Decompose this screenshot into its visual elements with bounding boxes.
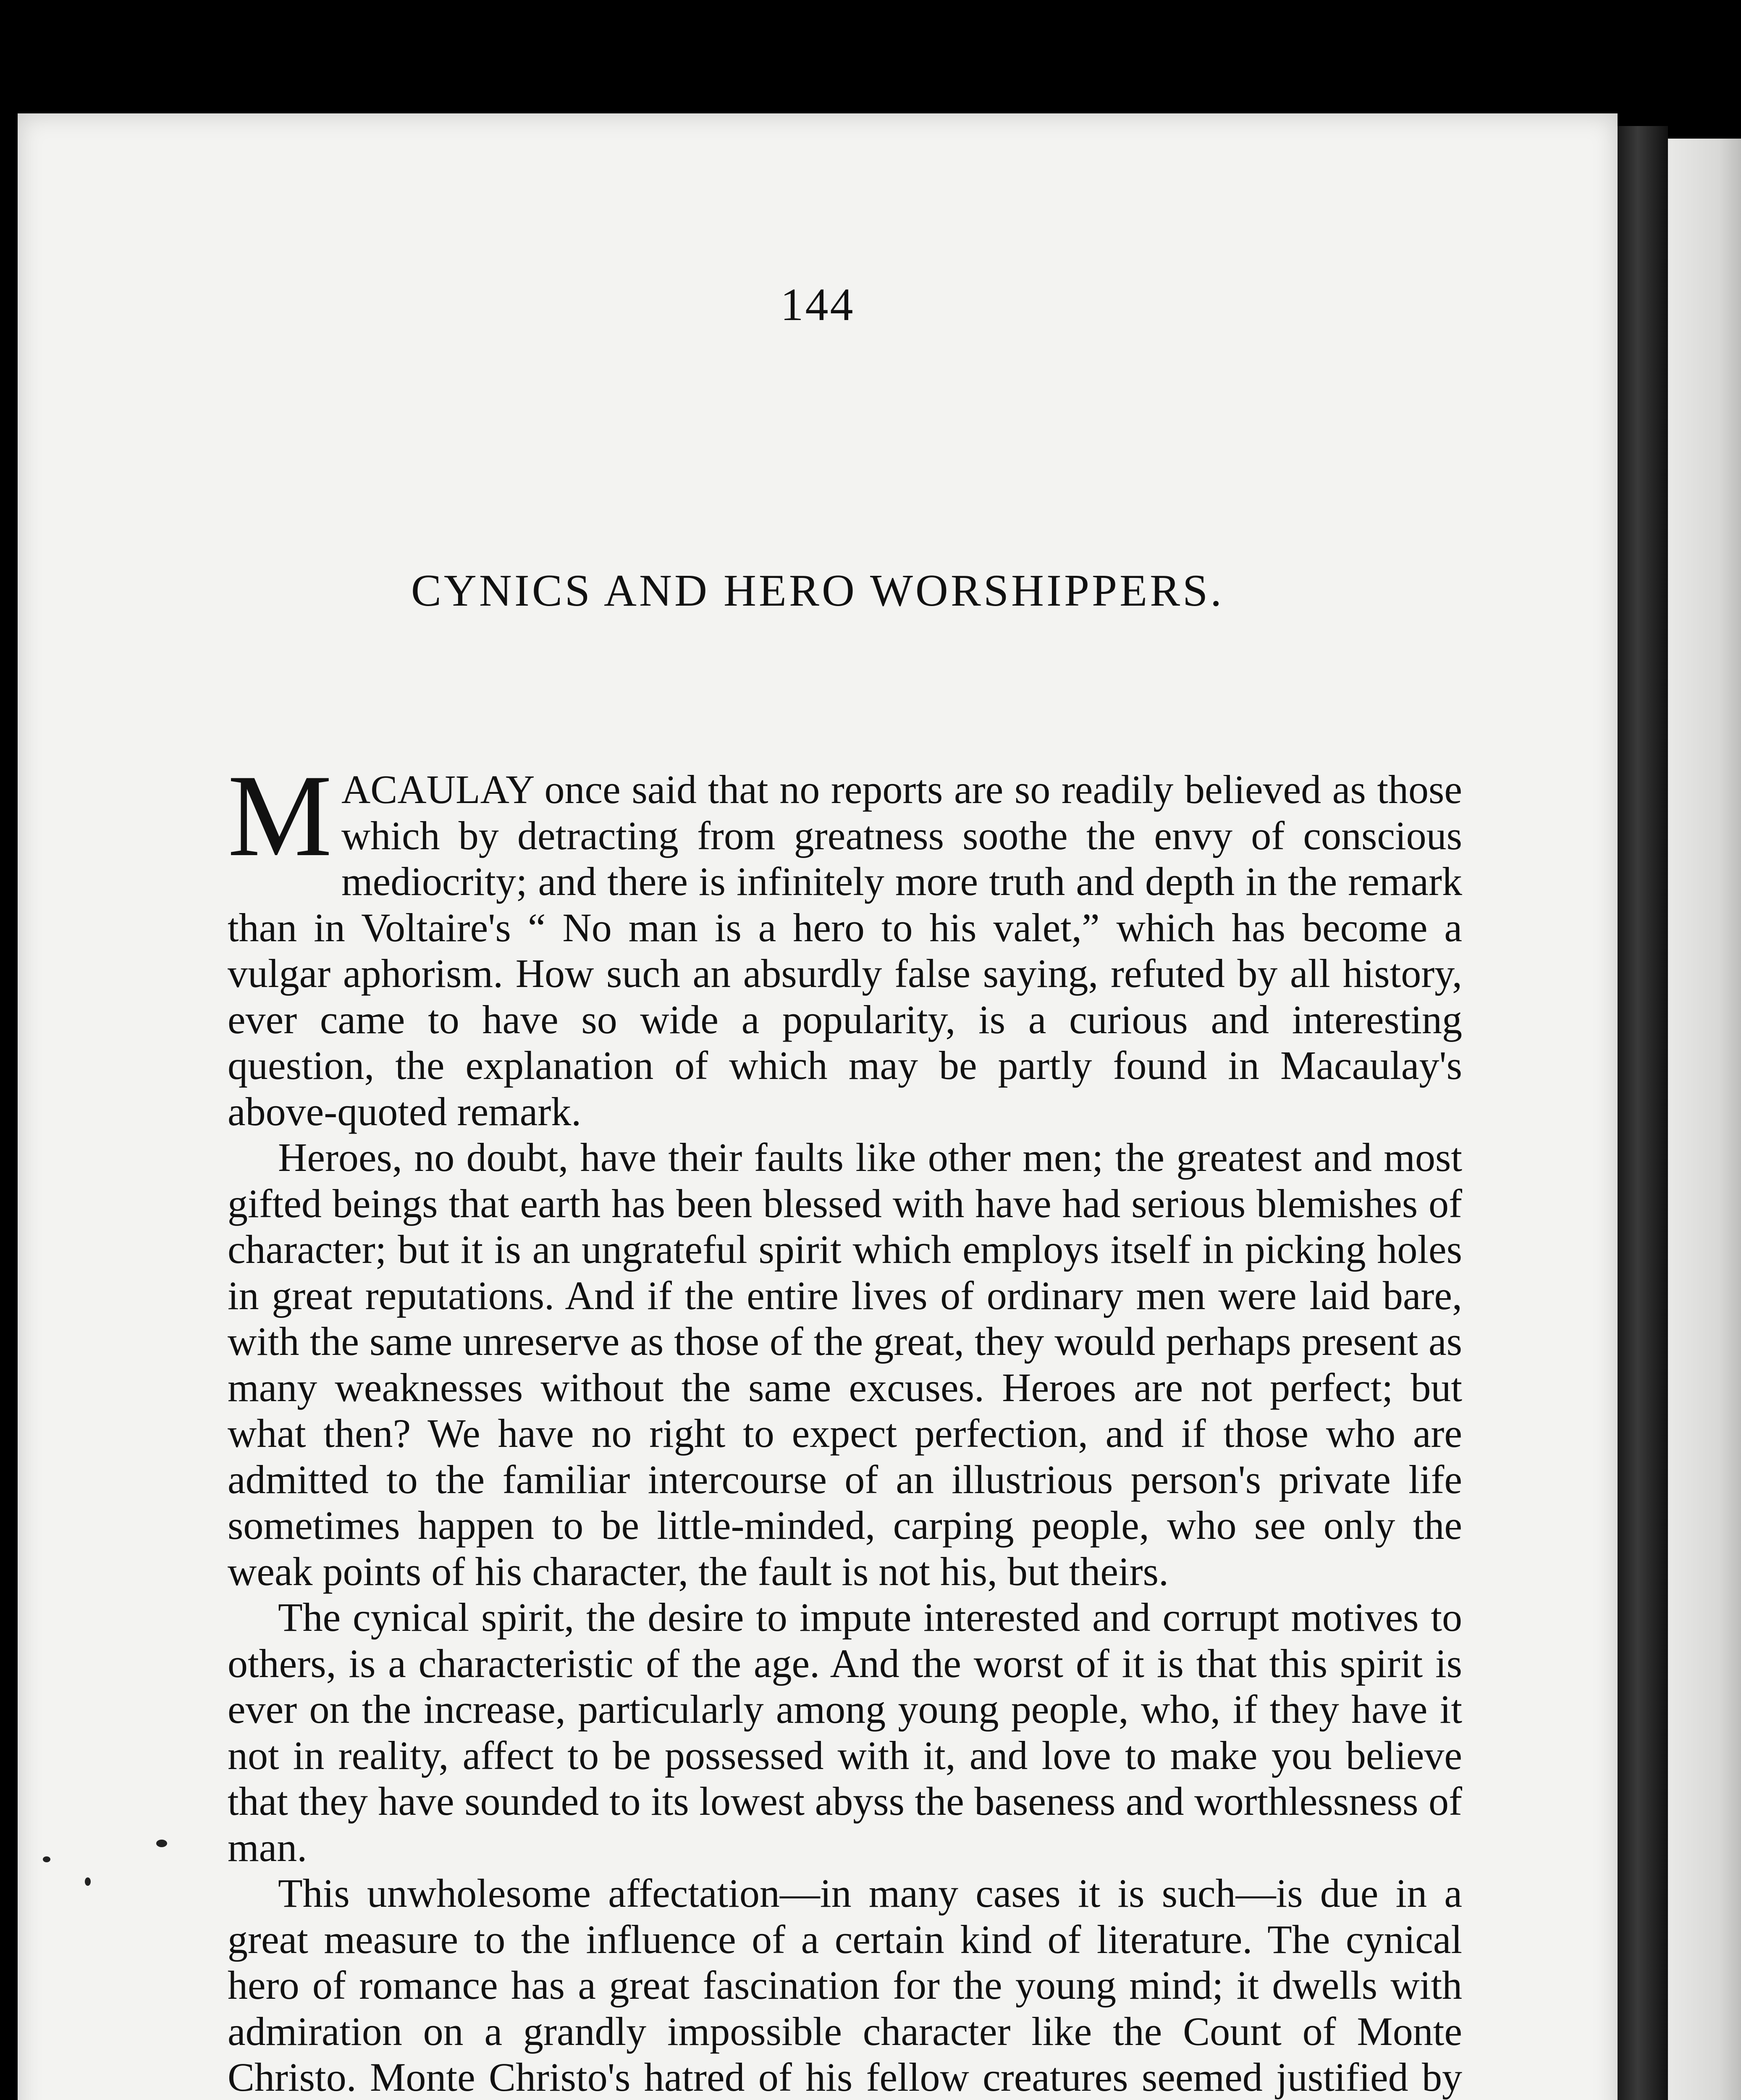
paragraph-3: The cynical spirit, the desire to impute interested and corrupt motives to others, is a characteristic of the age. And the worst of it is that this spirit is ever on the increase, particularly among young people, who, if they have it not in reality, affect to be possessed with it, and love to make you believe that they have sounded to its lowest abyss the baseness and worthlessness of man.	[228, 1595, 1462, 1870]
paragraph-4: This unwholesome affectation—in many cases it is such—is due in a great measure to the influence of a certain kind of literature. The cynical hero of romance has a great fascination for the young mind; it dwells with admiration on a grandly impossible character like the Count of Monte Christo. Monte Christo's hatred of his fellow creatures seemed justified by	[228, 1871, 1462, 2100]
page-gutter-shadow	[1618, 126, 1668, 2100]
paragraph-text: ACAULAY once said that no reports are so readily believed as those which by detracting from greatness soothe the envy of conscious mediocrity; and there is infinitely more truth and depth in the remark than in Voltaire's “ No man is a hero to his valet,” which has become a vulgar aphorism. How such an absurdly false saying, refuted by all history, ever came to have so wide a popularity, is a curious and interesting question, the explanation of which may be partly found in Macaulay's above-quoted remark.	[228, 767, 1462, 1134]
drop-cap: M	[228, 750, 332, 881]
book-page	[18, 113, 1618, 2100]
paragraph-2: Heroes, no doubt, have their faults like other men; the greatest and most gifted beings that earth has been blessed with have had serious blemishes of character; but it is an ungrateful spirit which employs itself in picking holes in great reputations. And if the entire lives of ordinary men were laid bare, with the same unreserve as those of the great, they would perhaps present as many weaknesses without the same excuses. Heroes are not perfect; but what then? We have no right to expect perfection, and if those who are admitted to the familiar intercourse of an illustrious person's private life sometimes happen to be little-minded, carping people, who see only the weak points of his character, the fault is not his, but theirs.	[228, 1135, 1462, 1594]
scan-speck	[85, 1877, 91, 1886]
page-number: 144	[780, 279, 855, 330]
chapter-title: CYNICS AND HERO WORSHIPPERS.	[411, 566, 1224, 616]
adjacent-page-edge	[1668, 139, 1741, 2100]
scan-speck	[43, 1856, 50, 1862]
scan-speck	[156, 1840, 167, 1847]
body-text	[228, 750, 1462, 2100]
paragraph-1	[228, 750, 1462, 1134]
